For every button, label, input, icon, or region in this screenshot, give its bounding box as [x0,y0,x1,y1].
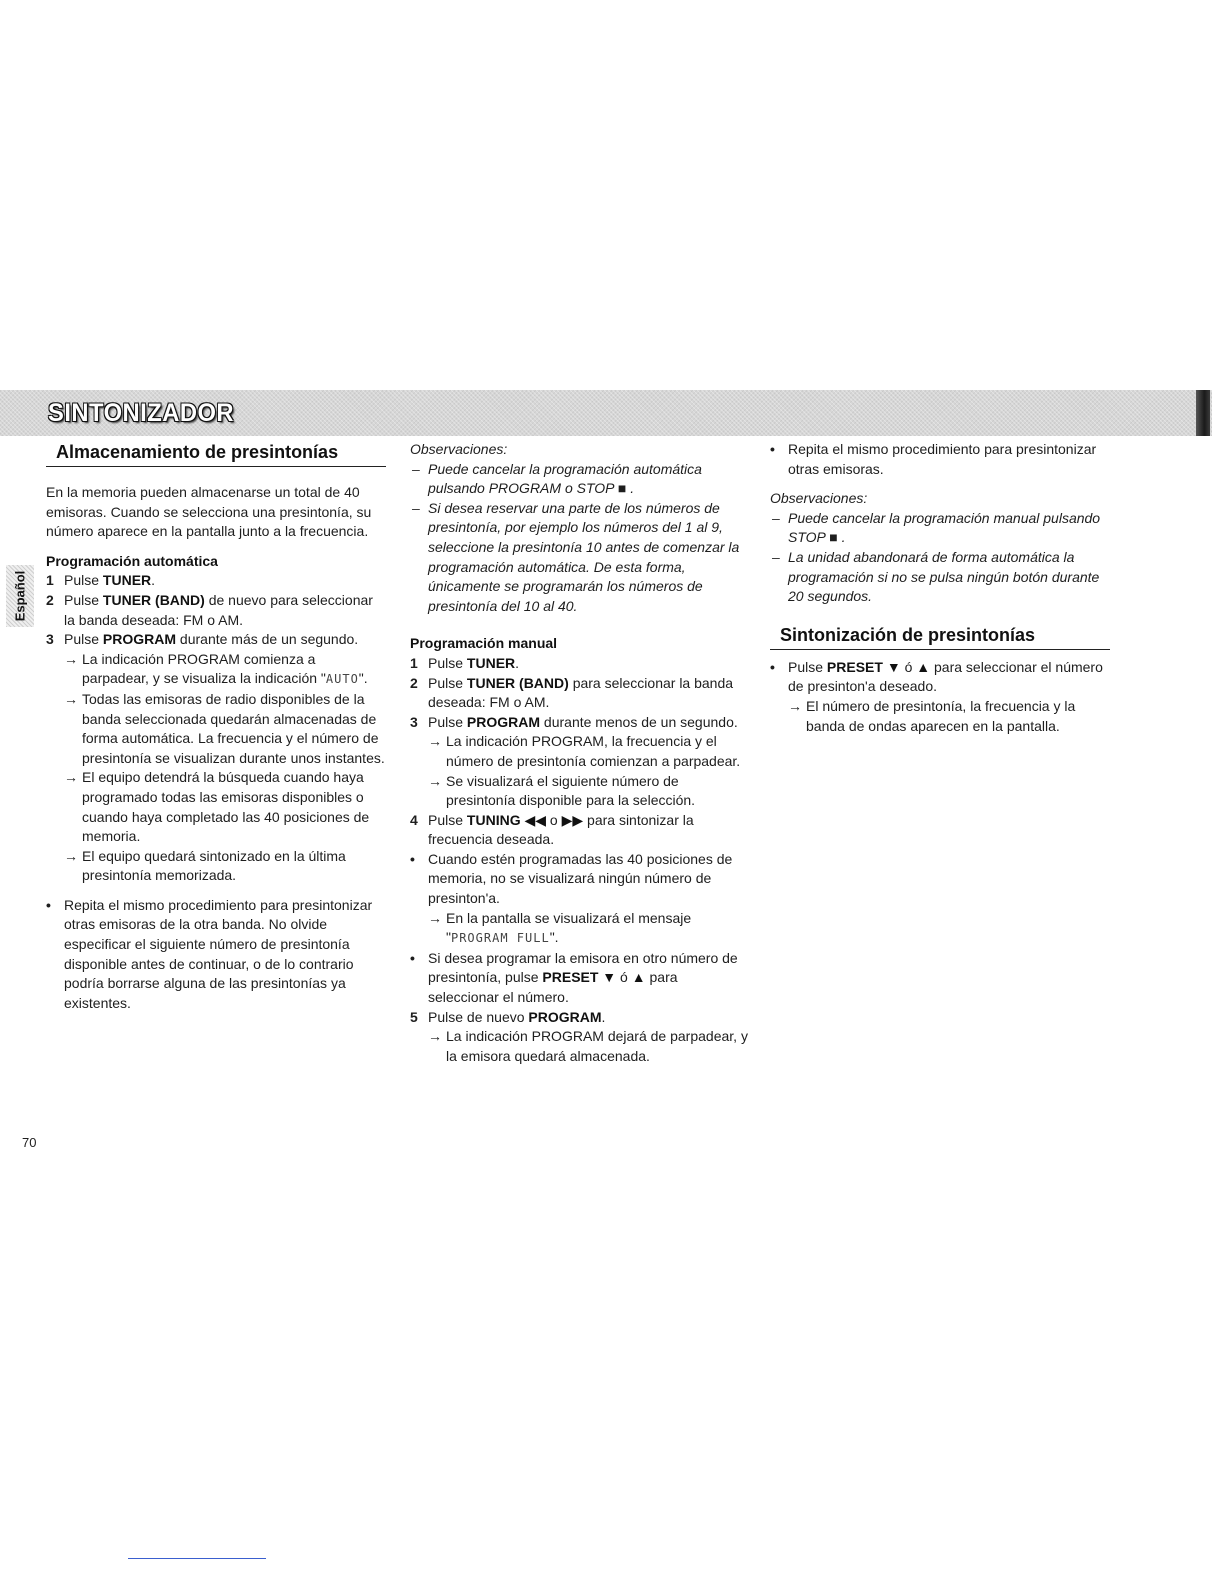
result-2: → Todas las emisoras de radio disponibles de la banda seleccionada quedarán almacenadas de forma automática. La frecuencia y el número de presintonía se visualizan durante unos instantes. [64,690,385,766]
result-3: → El equipo detendrá la búsqueda cuando haya programado todas las emisoras disponibles o cuando haya completado las 40 posiciones de memoria. [64,769,370,845]
key-label: PRESET ▼ [542,969,617,986]
observacion-2: – Si desea reservar una parte de los números de presintonía, por ejemplo los números del 1 al 9, seleccione la presintonía 10 antes de comenzar la programación automática. De esta forma, únicamente se programarán los números de presintonía del 10 al 40. [412,499,740,614]
observacion-1: – Puede cancelar la programación manual pulsando STOP ■ . [772,509,1101,546]
result-2: → Se visualizará el siguiente número de presintonía disponible para la selección. [428,772,696,809]
step-1: 1 Pulse TUNER. [410,654,520,671]
intro-paragraph: En la memoria pueden almacenarse un total de 40 emisoras. Cuando se selecciona una presintonía, su número aparece en la pantalla junto a la frecuencia. [46,484,372,540]
bullet-icon: • [770,441,775,457]
bullet-1: • Cuando estén programadas las 40 posiciones de memoria, no se visualizará ningún número de presinton'a. [410,850,733,907]
section-title: SINTONIZADOR [48,399,235,427]
result-1: → La indicación PROGRAM comienza a parpadear, y se visualiza la indicación "AUTO". [64,650,368,687]
lcd-text: AUTO [325,672,359,687]
language-tab-label: Español [12,570,28,622]
lcd-text: PROGRAM FULL [450,931,550,946]
key-label: TUNER [102,572,152,589]
observacion-2: – La unidad abandonará de forma automática la programación si no se pulsa ningún botón durante 20 segundos. [772,548,1100,605]
subheading-manual: Programación manual [410,635,558,652]
observaciones-title: Observaciones: [770,490,868,507]
column-right [770,440,1110,736]
column-middle [410,440,750,1066]
arrow-icon: → [788,697,802,714]
step-2: 2 Pulse TUNER (BAND) de nuevo para seleccionar la banda deseada: FM o AM. [46,591,373,628]
section-header-band [0,390,1212,436]
result-4: → El equipo quedará sintonizado en la última presintonía memorizada. [64,847,346,884]
key-label: TUNING ◀◀ [466,811,547,828]
key-label: TUNER (BAND) [102,591,205,608]
step-4: 4 Pulse TUNING ◀◀ o ▶▶ para sintonizar la frecuencia deseada. [410,811,694,848]
bullet-icon: • [410,850,415,867]
language-tab [6,565,34,627]
subheading-auto: Programación automática [46,552,218,569]
step-2: 2 Pulse TUNER (BAND) para seleccionar la banda deseada: FM o AM. [410,674,734,711]
bullet-icon: • [410,949,415,966]
header-edge-marker [1196,390,1210,436]
result-1: → La indicación PROGRAM, la frecuencia y el número de presintonía comienzan a parpadear. [428,733,741,769]
arrow-icon: → [64,847,78,864]
result-1: → El número de presintonía, la frecuencia y la banda de ondas aparecen en la pantalla. [788,697,1076,734]
step-1: 1 Pulse TUNER. [46,572,156,589]
result-3: → En la pantalla se visualizará el mensaje "PROGRAM FULL". [428,909,692,946]
arrow-icon: → [64,650,78,667]
key-label: PROGRAM [102,631,177,648]
page-number: 70 [22,1135,37,1150]
key-label: TUNER [466,654,516,671]
heading-almacenamiento: Almacenamiento de presintonías [46,440,386,467]
arrow-icon: → [428,772,442,789]
column-left [46,440,386,1013]
bullet-2: • Pulse PRESET ▼ ó ▲ para seleccionar el número de presinton'a deseado. [770,658,1103,695]
heading-sintonizacion: Sintonización de presintonías [770,623,1110,650]
arrow-icon: → [64,690,78,707]
key-label: PROGRAM [466,713,541,730]
observacion-1: – Puede cancelar la programación automática pulsando PROGRAM o STOP ■ . [412,460,702,497]
result-4: → La indicación PROGRAM dejará de parpadear, y la emisora quedará almacenada. [428,1028,748,1064]
step-3: 3 Pulse PROGRAM durante más de un segundo. [46,631,359,648]
arrow-icon: → [64,769,78,786]
key-label: PRESET ▼ [826,658,901,675]
key-label: ▶▶ [561,811,584,828]
bullet-icon: • [770,658,775,675]
key-label: ▲ [631,969,646,986]
step-5: 5 Pulse de nuevo PROGRAM. [410,1008,606,1025]
key-label: ▲ [916,658,931,675]
key-label: PROGRAM [528,1008,602,1025]
arrow-icon: → [428,733,442,750]
arrow-icon: → [428,909,442,926]
step-3: 3 Pulse PROGRAM durante menos de un segundo. [410,713,738,730]
bullet-1: • Repita el mismo procedimiento para presintonizar otras emisoras de la otra banda. No olvide especificar el siguiente número de presintonía disponible antes de continuar, o de lo contrario podría borrarse alguna de las presintonías ya existentes. [46,896,373,1011]
observaciones-title: Observaciones: [410,441,508,457]
arrow-icon: → [428,1028,442,1045]
footer-rule [128,1558,266,1559]
bullet-icon: • [46,896,51,913]
key-label: TUNER (BAND) [466,674,569,691]
bullet-1: • Repita el mismo procedimiento para presintonizar otras emisoras. [770,441,1097,477]
bullet-2: • Si desea programar la emisora en otro número de presintonía, pulse PRESET ▼ ó ▲ para seleccionar el número. [410,949,738,1006]
